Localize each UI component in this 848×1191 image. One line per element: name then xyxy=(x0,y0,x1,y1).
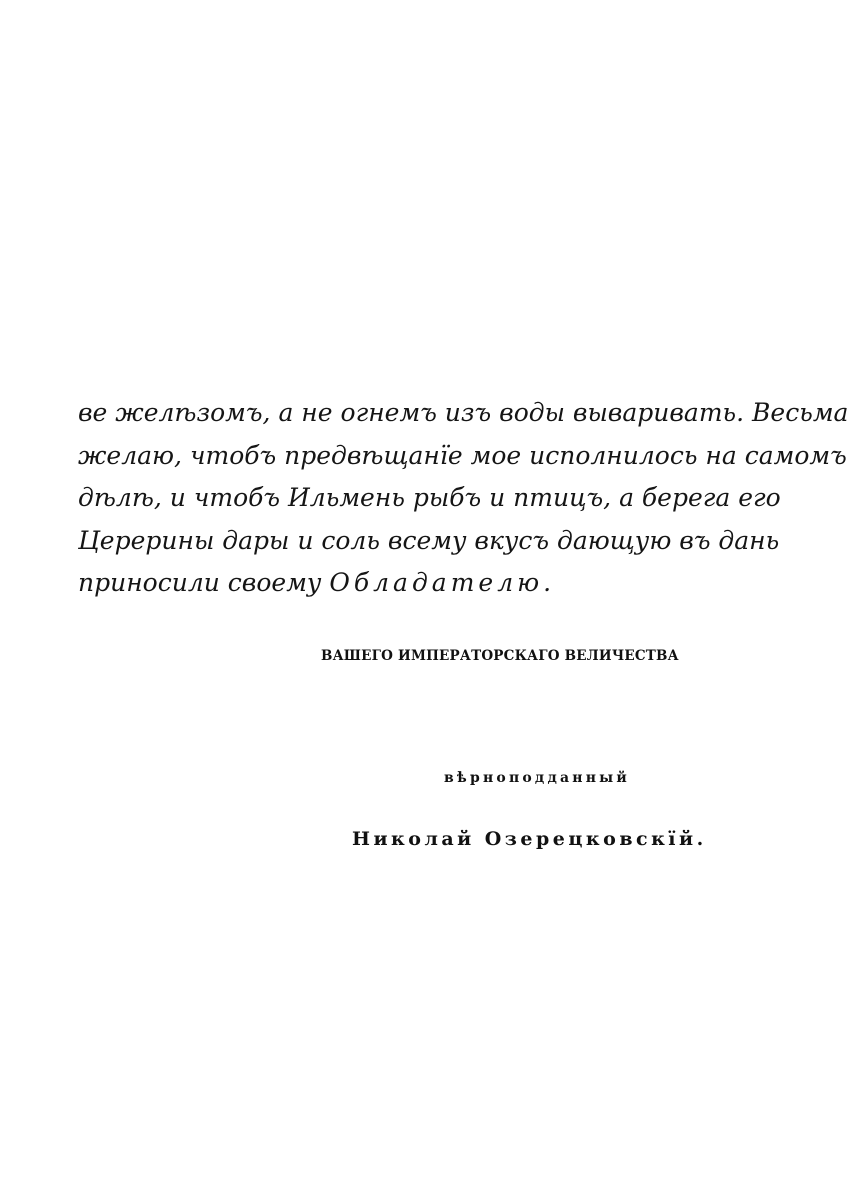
spaced-word: Обладателю xyxy=(329,568,544,597)
paragraph-line-5 xyxy=(78,562,760,605)
paragraph-line-5-end: . xyxy=(543,568,552,597)
salutation: ВАШЕГО ИМПЕРАТОРСКАГО ВЕЛИЧЕСТВА xyxy=(321,648,679,664)
paragraph-line-3: дѣлѣ, и чтобъ Ильмень рыбъ и птицъ, а берега его xyxy=(78,483,781,512)
dedication-paragraph xyxy=(78,392,848,605)
paragraph-line-2: желаю, чтобъ предвѣщанїе мое исполнилось на самомъ xyxy=(78,440,847,470)
author-signature xyxy=(352,828,707,850)
signature-first-name: Николай xyxy=(352,828,475,850)
signature-last-name: Озерецковскїй. xyxy=(484,828,707,850)
paragraph-line-5-start: приносили своему xyxy=(78,568,330,597)
paragraph-line-4: Церерины дары и соль всему вкусъ дающую въ дань xyxy=(78,525,780,555)
subscription-line: вѣрноподданный xyxy=(444,770,630,786)
paragraph-line-1: ве желѣзомъ, а не огнемъ изъ воды вываривать. Весьма xyxy=(78,398,848,427)
